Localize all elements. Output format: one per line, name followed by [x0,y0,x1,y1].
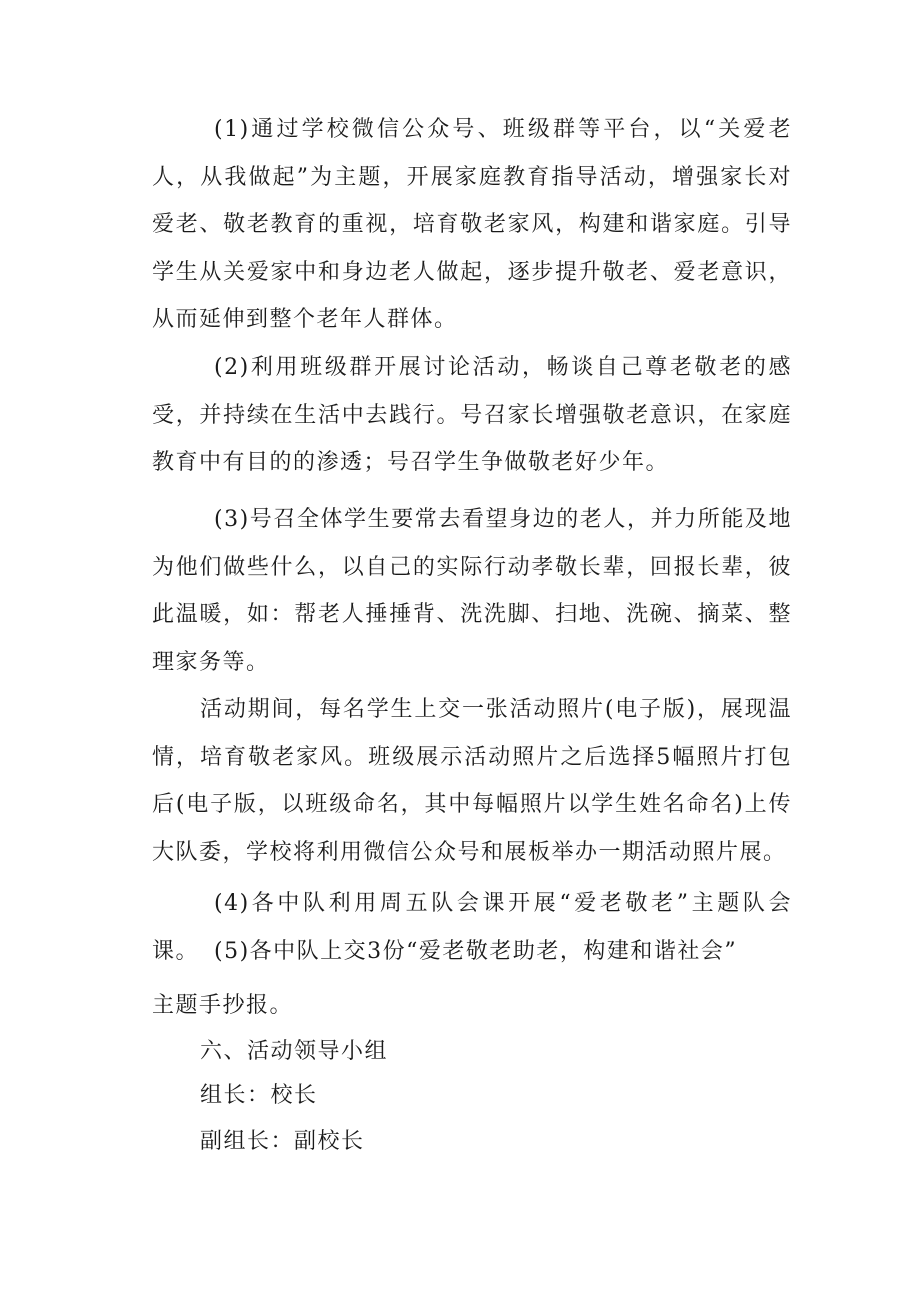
paragraph-1: (1)通过学校微信公众号、班级群等平台，以“关爱老人，从我做起”为主题，开展家庭教育指导活动，增强家长对爱老、敬老教育的重视，培育敬老家风，构建和谐家庭。引导学生从关爱家中和身边老人做起，逐步提升敬老、爱老意识，从而延伸到整个老年人群体。 [152,117,792,332]
section-heading: 六、活动领导小组 [200,1039,389,1064]
paragraph-6-continued: 主题手抄报。 [152,993,294,1018]
paragraph-4: 活动期间，每名学生上交一张活动照片(电子版)，展现温情，培育敬老家风。班级展示活动照片之后选择5幅照片打包后(电子版，以班级命名，其中每幅照片以学生姓名命名)上传大队委，学校将利用微信公众号和展板举办一期活动照片展。 [152,697,792,865]
leader-line: 组长：校长 [200,1083,318,1108]
paragraph-3: (3)号召全体学生要常去看望身边的老人，并力所能及地为他们做些什么，以自己的实际行动孝敬长辈，回报长辈，彼此温暖，如：帮老人捶捶背、洗洗脚、扫地、洗碗、摘菜、整理家务等。 [152,507,792,675]
paragraph-2: (2)利用班级群开展讨论活动，畅谈自己尊老敬老的感受，并持续在生活中去践行。号召家长增强敬老意识，在家庭教育中有目的的渗透；号召学生争做敬老好少年。 [152,355,792,475]
deputy-leader-line: 副组长：副校长 [200,1129,365,1154]
paragraph-6: (5)各中队上交3份“爱老敬老助老，构建和谐社会” [214,939,738,964]
paragraph-5: (4)各中队利用周五队会课开展“爱老敬老”主题队会课。 [152,891,792,964]
